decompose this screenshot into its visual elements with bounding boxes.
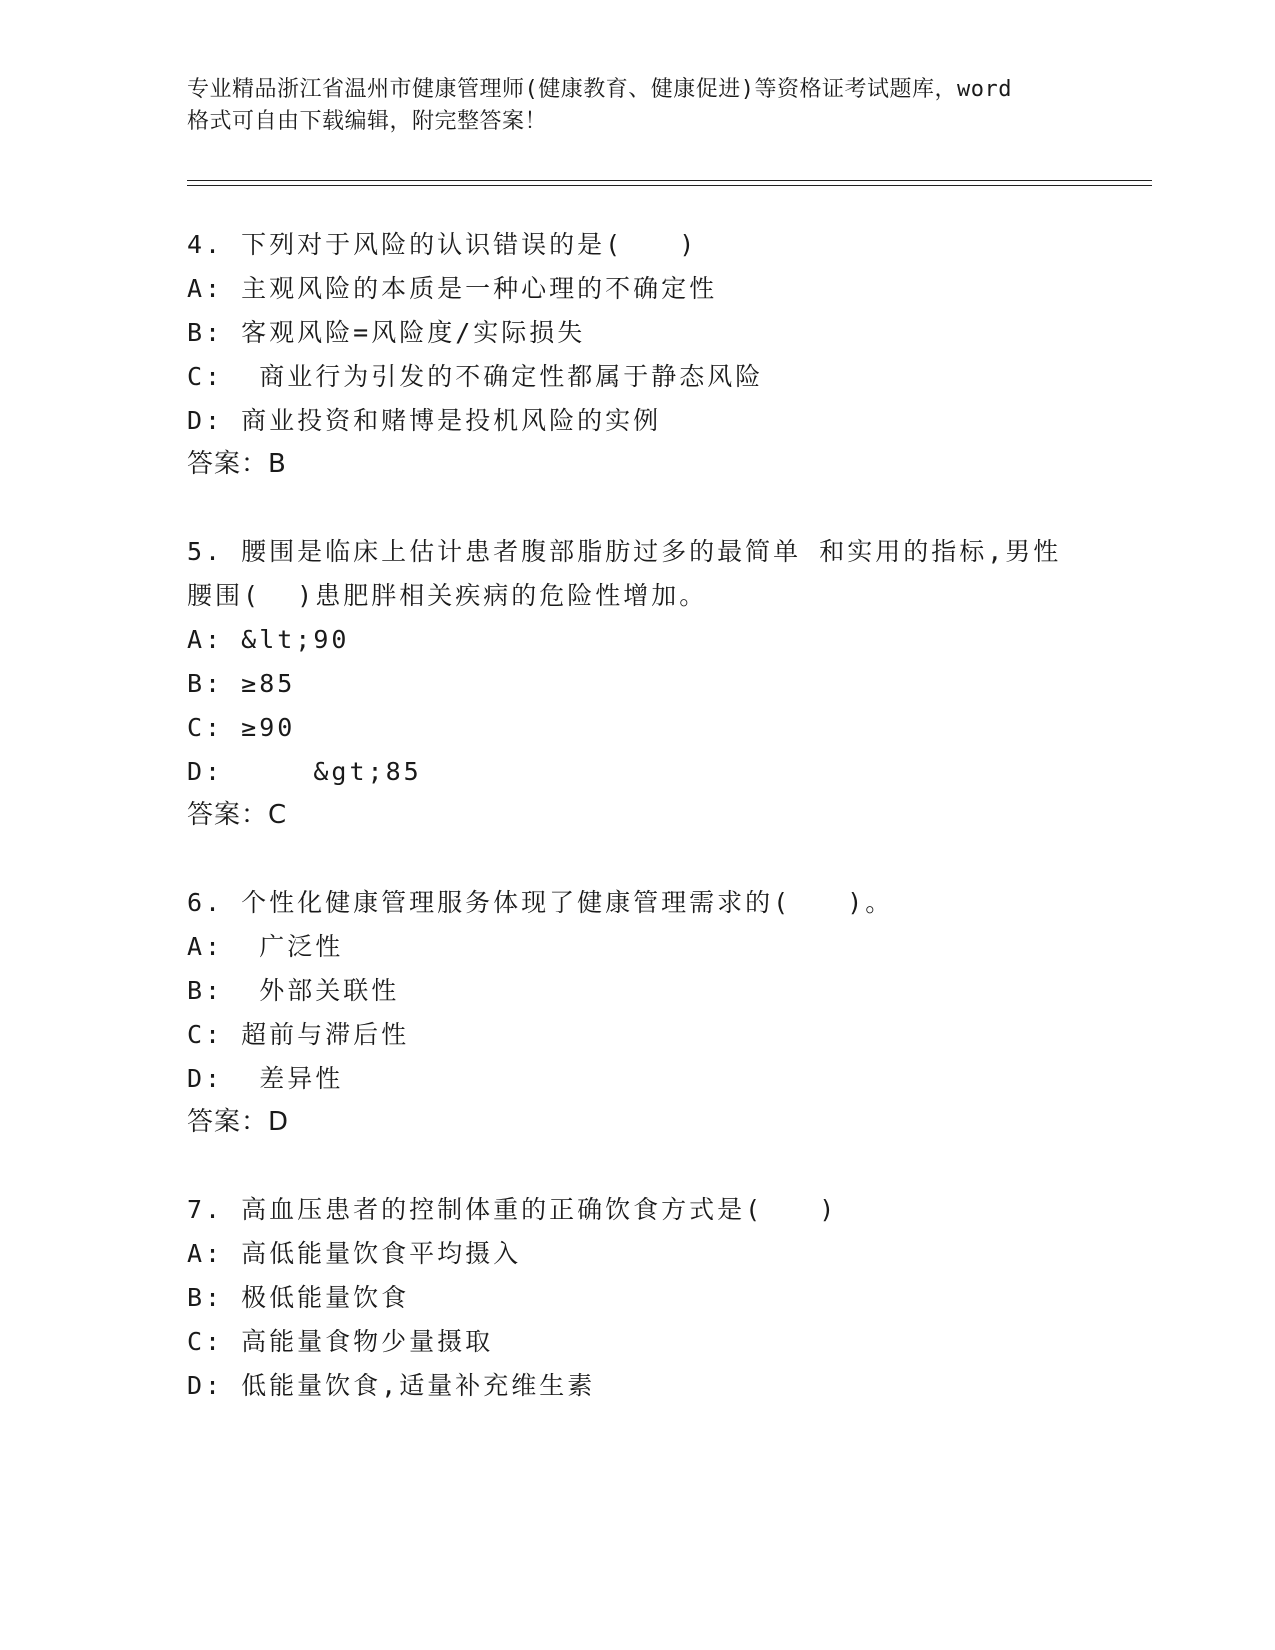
header-line-1: 专业精品浙江省温州市健康管理师(健康教育、健康促进)等资格证考试题库，word bbox=[187, 77, 1012, 102]
document-header bbox=[187, 74, 1087, 138]
question-6-option-b: B: 外部关联性 bbox=[187, 976, 400, 1005]
header-divider-top bbox=[187, 180, 1152, 181]
question-4-option-d: D: 商业投资和赌博是投机风险的实例 bbox=[187, 406, 662, 435]
question-6-option-c: C: 超前与滞后性 bbox=[187, 1020, 410, 1049]
header-divider-bottom bbox=[187, 185, 1152, 186]
question-4-option-a: A: 主观风险的本质是一种心理的不确定性 bbox=[187, 274, 718, 303]
question-7-option-d: D: 低能量饮食,适量补充维生素 bbox=[187, 1371, 596, 1400]
question-7-option-b: B: 极低能量饮食 bbox=[187, 1283, 410, 1312]
question-5-stem-line-1: 5. 腰围是临床上估计患者腹部脂肪过多的最简单 和实用的指标,男性 bbox=[187, 537, 1062, 566]
question-6-option-a: A: 广泛性 bbox=[187, 932, 344, 961]
header-line-2: 格式可自由下载编辑，附完整答案！ bbox=[187, 109, 548, 134]
question-4-stem: 4. 下列对于风险的认识错误的是( ) bbox=[187, 230, 698, 259]
question-7-option-c: C: 高能量食物少量摄取 bbox=[187, 1327, 494, 1356]
question-4-option-c: C: 商业行为引发的不确定性都属于静态风险 bbox=[187, 362, 764, 391]
question-5-option-c: C: ≥90 bbox=[187, 713, 296, 742]
question-4-option-b: B: 客观风险=风险度/实际损失 bbox=[187, 318, 586, 347]
question-6-answer: 答案：D bbox=[187, 1107, 290, 1137]
question-5-option-d: D: &gt;85 bbox=[187, 757, 422, 786]
question-6-stem: 6. 个性化健康管理服务体现了健康管理需求的( )。 bbox=[187, 888, 894, 917]
question-7-stem: 7. 高血压患者的控制体重的正确饮食方式是( ) bbox=[187, 1195, 838, 1224]
question-5-option-a: A: &lt;90 bbox=[187, 625, 350, 654]
question-5-answer: 答案：C bbox=[187, 800, 288, 830]
question-7-option-a: A: 高低能量饮食平均摄入 bbox=[187, 1239, 522, 1268]
question-5-option-b: B: ≥85 bbox=[187, 669, 296, 698]
question-6-option-d: D: 差异性 bbox=[187, 1064, 344, 1093]
question-5-stem-line-2: 腰围( )患肥胖相关疾病的危险性增加。 bbox=[187, 581, 708, 610]
question-4-answer: 答案：B bbox=[187, 449, 287, 479]
